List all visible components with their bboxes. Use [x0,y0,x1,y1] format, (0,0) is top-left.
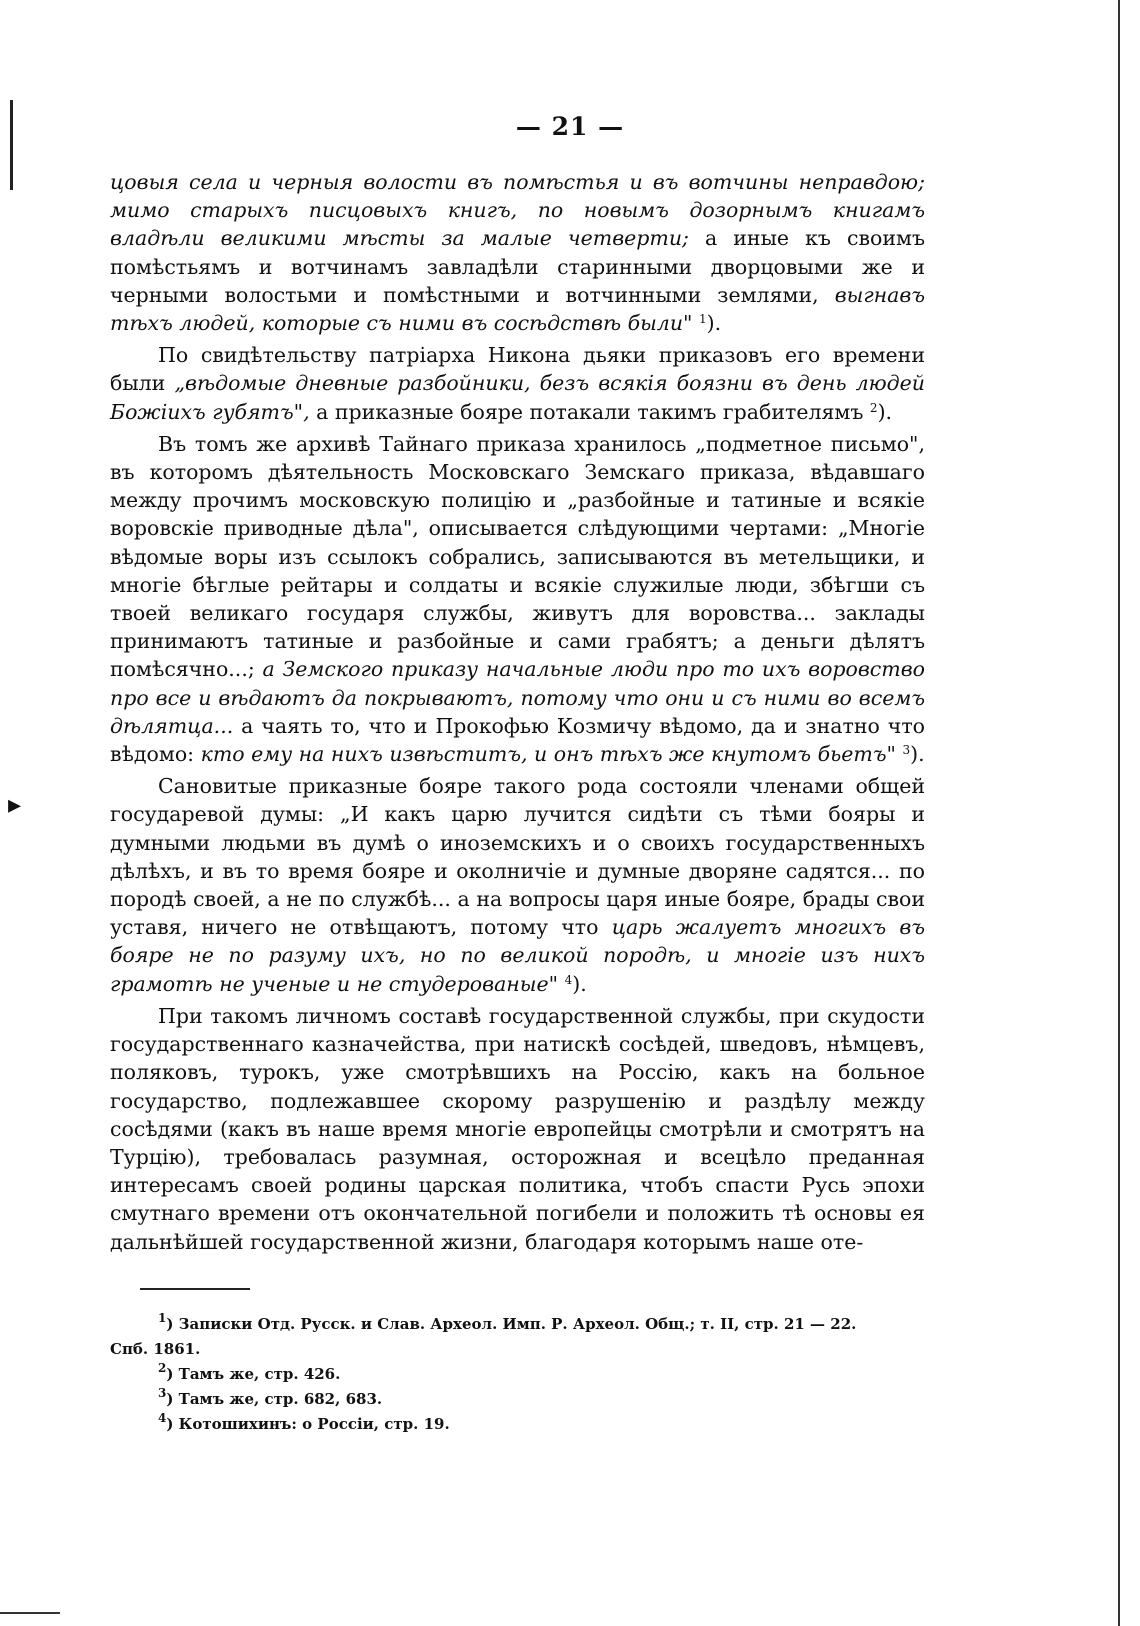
italic-quote: цовыя села и черныя волости въ помѣстья и въ вотчины неправдою; мимо старыхъ писцовыхъ книгъ, по новымъ дозорнымъ книгамъ владѣли великими мѣсты за малые четверти; [110,170,925,251]
footnote-ref: 3 [902,743,911,758]
footnote [110,1362,925,1387]
italic-quote: выгнавъ тѣхъ людей, которые съ ними въ сосѣдствѣ были" [110,282,925,336]
footnotes [110,1312,925,1437]
footnote [110,1312,925,1337]
paragraph [110,430,925,768]
paragraph [110,168,925,337]
footnote-ref: 2 [869,400,878,415]
text-run: а иные къ своимъ помѣстьямъ и вотчинамъ завладѣли старинными дворцовыми же и черными волостьми и помѣстными и вотчинными землями, [110,226,925,307]
footnote [110,1412,925,1437]
paragraph [110,772,925,998]
text-run: а приказные бояре потакали такимъ грабителямъ [309,399,870,424]
body-text [110,168,925,1256]
text-run: Сановитые приказные бояре такого рода состояли членами общей государевой думы: „И какъ царю лучится сидѣти съ тѣми бояры и думными людьми въ думѣ о иноземскихъ и о своихъ государственныхъ дѣлѣхъ, и въ то время бояре и околничіе и думные дворяне садятся... по породѣ своей, а не по службѣ... а на вопросы царя иные бояре, брады свои уставя, ничего не отвѣщаютъ, потому что [110,774,925,940]
footnote [110,1387,925,1412]
paragraph [110,1002,925,1256]
footnote-separator [140,1288,250,1290]
footnote-mark: 1 [158,1311,167,1325]
footnote-ref: 4 [564,972,573,987]
footnote-mark: 2 [158,1361,167,1375]
footnote-continuation: Спб. 1861. [110,1340,201,1358]
footnote-ref: 1 [699,312,707,327]
footnote-mark: 3 [158,1386,167,1400]
text-run: ). [706,311,722,336]
italic-quote: а Земского приказу начальные люди про то ихъ воровство про все и вѣдаютъ да покрываютъ, потому что они и съ ними во всемъ дѣлятца... [110,657,925,738]
footnote-mark: 4 [158,1411,167,1425]
text-run: По свидѣтельству патріарха Никона дьяки приказовъ его времени были [110,343,925,396]
footnote-text: ) Котошихинъ: о Россіи, стр. 19. [166,1415,450,1433]
footnote-text: ) Записки Отд. Русск. и Слав. Археол. Имп. Р. Археол. Общ.; т. II, стр. 21 — 22. [166,1315,857,1333]
italic-quote: царь жалуетъ многихъ въ бояре не по разуму ихъ, но по великой породѣ, и многіе изъ нихъ грамотѣ не ученые и не студерованые" [110,915,925,996]
text-run: При такомъ личномъ составѣ государственной службы, при скудости государственнаго казначейства, при натискѣ сосѣдей, шведовъ, нѣмцевъ, поляковъ, турокъ, уже смотрѣвшихъ на Россію, какъ на больное государство, подлежавшее скорому разрушенію и раздѣлу между сосѣдями (какъ въ наше время многіе европейцы смотрѣли и смотрятъ на Турцію), требовалась разумная, осторожная и всецѣло преданная интересамъ своей родины царская политика, чтобъ спасти Русь эпохи смутнаго времени отъ окончательной погибели и положить тѣ основы ея дальнѣйшей государственной жизни, благодаря которымъ наше оте- [110,1003,925,1254]
text-run: а чаять то, что и Прокофью Козмичу вѣдомо, да и знатно что вѣдомо: [110,713,925,767]
text-run: ). [910,742,925,767]
text-run: ). [572,971,587,996]
scan-edge-bottom [0,1612,60,1614]
page-number: — 21 — [515,112,625,141]
text-run: ). [877,399,893,424]
margin-arrow-icon: ▸ [8,790,22,820]
scan-edge-right [1118,0,1120,1626]
footnote-text: ) Тамъ же, стр. 426. [166,1365,341,1383]
italic-quote: кто ему на нихъ извѣститъ, и онъ тѣхъ же кнутомъ бьетъ" [200,742,896,767]
paragraph [110,341,925,426]
italic-quote: „вѣдомые дневные разбойники, безъ всякія боязни въ день людей Божіихъ губятъ", [110,371,925,424]
text-run: Въ томъ же архивѣ Тайнаго приказа хранилось „подметное письмо", въ которомъ дѣятельность Московскаго Земскаго приказа, вѣдавшаго между прочимъ московскую полицію и „разбойные и татиные и всякіе воровскіе приводные дѣла", описывается слѣдующими чертами: „Многіе вѣдомые воры изъ ссылокъ собрались, записываются въ метельщики, и многіе бѣглые рейтары и солдаты и всякіе служилые люди, збѣгши съ твоей великаго государя службы, живутъ для воровства... заклады принимаютъ татиные и разбойные и сами грабятъ; а деньги дѣлятъ помѣсячно...; [110,431,925,682]
footnote-text: ) Тамъ же, стр. 682, 683. [166,1390,383,1408]
